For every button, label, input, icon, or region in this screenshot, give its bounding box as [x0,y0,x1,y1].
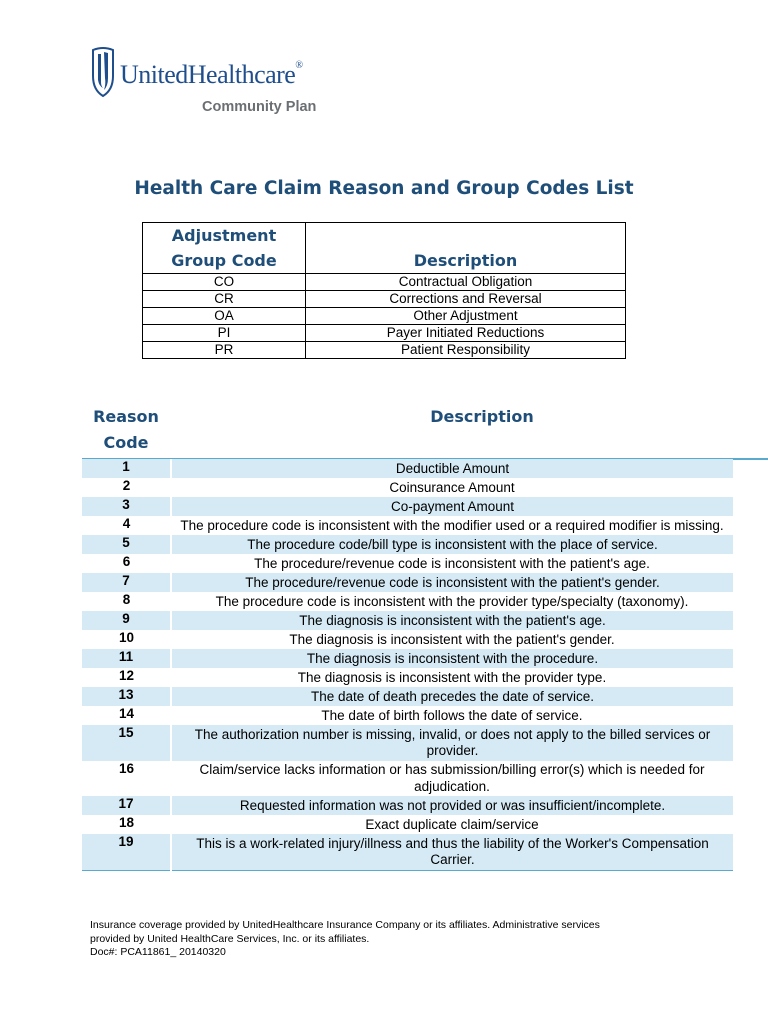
reason-table-row [82,535,733,554]
footer-line: provided by United HealthCare Services, Inc. or its affiliates. [90,932,370,945]
reason-description-cell: The diagnosis is inconsistent with the patient's age. [171,611,733,630]
reason-code-cell: 1 [82,459,171,478]
reason-code-cell: 10 [118,630,135,645]
reason-code-cell: 5 [82,535,171,554]
reason-table-row [82,497,733,516]
reason-description-cell: Coinsurance Amount [389,479,515,495]
reason-table-row [82,592,733,611]
reason-code-header: Reason Code [93,407,159,452]
reason-description-cell: The authorization number is missing, invalid, or does not apply to the billed services or provider. [171,725,733,761]
reason-code-cell: 17 [82,796,171,815]
group-code-table [142,222,626,359]
reason-code-cell: 9 [82,611,171,630]
group-table-row [143,291,626,308]
reason-table-row [82,459,733,478]
reason-description-cell: The procedure code/bill type is inconsistent with the place of service. [171,535,733,554]
group-table-row [143,325,626,342]
reason-table-row [82,761,733,797]
group-description-cell: Payer Initiated Reductions [306,325,626,342]
reason-code-cell: 2 [122,478,131,493]
reason-code-cell: 3 [82,497,171,516]
reason-code-cell: 7 [82,573,171,592]
page-title: Health Care Claim Reason and Group Codes List [134,178,634,199]
group-code-cell: CO [143,274,306,291]
footer-disclaimer [90,919,690,960]
reason-description-cell: Co-payment Amount [171,497,733,516]
logo-shield-icon [90,46,116,98]
reason-code-cell: 4 [122,516,131,531]
group-table-row [143,342,626,359]
reason-table-row [82,630,733,649]
reason-description-cell: The procedure/revenue code is inconsistent with the patient's gender. [171,573,733,592]
reason-description-cell: The procedure/revenue code is inconsistent with the patient's age. [254,555,650,571]
logo-brand: UnitedHealthcare® [120,60,303,89]
reason-description-cell: The date of birth follows the date of service. [321,707,583,723]
group-code-cell: OA [143,308,306,325]
group-description-cell: Other Adjustment [306,308,626,325]
reason-code-cell: 18 [118,815,135,830]
group-table-header [143,223,626,274]
reason-description-cell: The date of death precedes the date of service. [171,687,733,706]
reason-description-cell: The procedure code is inconsistent with the provider type/specialty (taxonomy). [215,593,689,609]
reason-table-row [82,687,733,706]
reason-description-cell: The diagnosis is inconsistent with the patient's gender. [289,631,615,647]
reason-table-row [82,706,733,725]
group-code-header: Adjustment Group Code [143,223,306,274]
reason-table-row [82,478,733,497]
group-description-cell: Corrections and Reversal [306,291,626,308]
reason-description-cell: Claim/service lacks information or has submission/billing error(s) which is needed for adjudication. [199,762,705,794]
group-table-row [143,274,626,291]
reason-code-cell: 15 [82,725,171,761]
reason-description-cell: This is a work-related injury/illness and thus the liability of the Worker's Compensation Carrier. [171,834,733,870]
reason-description-cell: Deductible Amount [171,459,733,478]
reason-table-row [82,516,733,535]
reason-code-cell: 12 [118,668,135,683]
reason-table-row [82,668,733,687]
group-description-cell: Contractual Obligation [306,274,626,291]
reason-table-row [82,611,733,630]
reason-code-table [82,459,733,871]
group-code-cell: PR [143,342,306,359]
reason-description-cell: The diagnosis is inconsistent with the procedure. [171,649,733,668]
reason-description-cell: Exact duplicate claim/service [365,816,539,832]
group-code-cell: PI [143,325,306,342]
reason-code-cell: 16 [118,760,135,776]
group-code-cell: CR [143,291,306,308]
logo [90,44,390,124]
reason-table-row [82,796,733,815]
reason-description-header: Description [430,407,534,426]
footer-line: Insurance coverage provided by UnitedHealthcare Insurance Company or its affiliates. Administrative services [90,919,600,931]
group-description-cell: Patient Responsibility [306,342,626,359]
reason-table-row [82,725,733,761]
group-description-header: Description [306,223,626,274]
reason-code-cell: 13 [82,687,171,706]
reason-code-cell: 11 [82,649,171,668]
reason-table-row [82,573,733,592]
logo-subtitle: Community Plan [202,99,317,115]
reason-description-cell: The procedure code is inconsistent with the modifier used or a required modifier is missing. [180,517,724,533]
group-table-row [143,308,626,325]
doc-number: Doc#: PCA11861_ 20140320 [90,946,226,958]
reason-code-cell: 8 [122,592,131,607]
reason-description-cell: Requested information was not provided or was insufficient/incomplete. [171,796,733,815]
reason-code-cell: 19 [82,834,171,870]
reason-description-cell: The diagnosis is inconsistent with the provider type. [297,669,607,685]
reason-table-row [82,649,733,668]
reason-table-row [82,815,733,834]
reason-code-cell: 6 [122,554,131,569]
reason-code-cell: 14 [118,706,135,721]
reason-table-row [82,554,733,573]
reason-table-row [82,834,733,870]
